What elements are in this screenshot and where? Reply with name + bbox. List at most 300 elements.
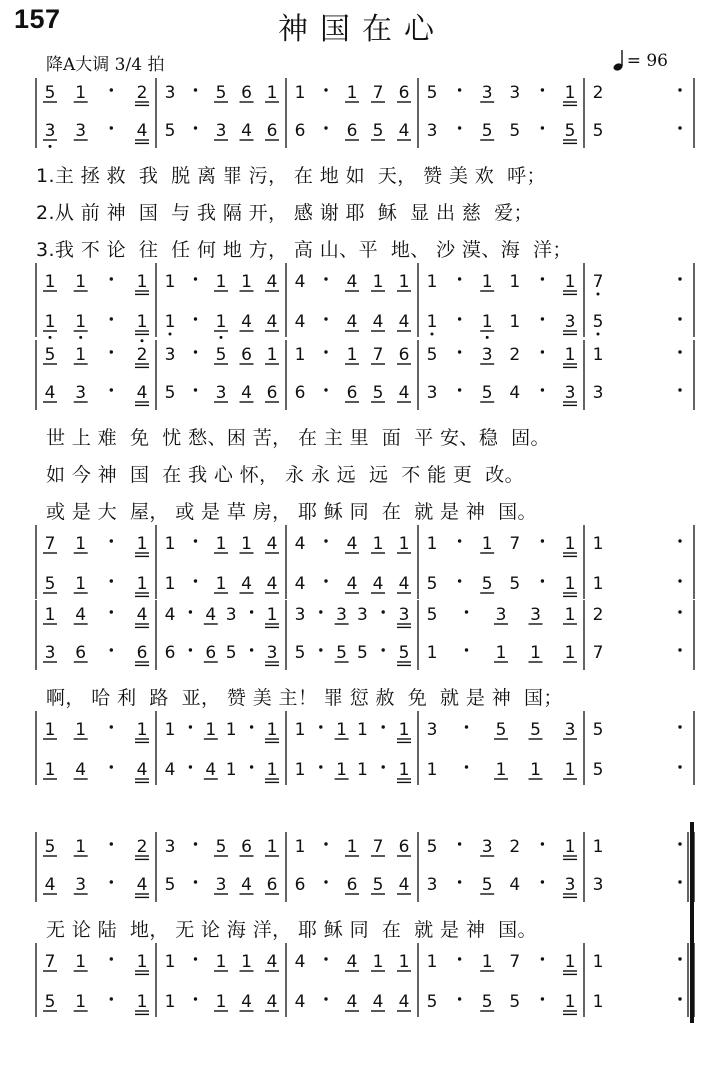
voice-part-2 — [43, 383, 682, 405]
note-digit: 3 — [266, 643, 278, 663]
augmentation-dot — [194, 539, 197, 542]
note-digit: 4 — [241, 992, 252, 1012]
note-digit: 3 — [336, 605, 348, 625]
note-digit: 3 — [592, 383, 604, 403]
note-digit: 4 — [266, 272, 278, 292]
augmentation-dot — [194, 88, 197, 91]
voice-part-1 — [43, 345, 682, 367]
augmentation-dot — [324, 579, 327, 582]
note-digit: 5 — [164, 875, 176, 895]
note-digit: 5 — [164, 121, 176, 141]
note-digit: 2 — [509, 345, 521, 365]
note-digit: 5 — [481, 383, 493, 403]
augmentation-dot — [110, 539, 113, 542]
note-digit: 4 — [346, 312, 358, 332]
note-digit: 1 — [372, 952, 384, 972]
note-digit: 1 — [164, 720, 176, 740]
note-digit: 1 — [592, 574, 604, 594]
lyric-line — [36, 228, 694, 268]
note-digit: 3 — [564, 312, 576, 332]
note-digit: 6 — [266, 121, 278, 141]
note-digit: 1 — [215, 534, 227, 554]
note-digit: 1 — [44, 312, 56, 332]
note-digit: 6 — [346, 875, 358, 895]
note-digit: 1 — [266, 605, 278, 625]
augmentation-dot — [319, 648, 322, 651]
note-digit: 3 — [44, 121, 56, 141]
note-digit: 4 — [241, 875, 252, 895]
voice-part-3 — [43, 720, 682, 742]
note-digit: 5 — [592, 720, 604, 740]
note-digit: 1 — [495, 760, 507, 780]
hymn-number: 157 — [14, 4, 61, 34]
note-digit: 5 — [398, 643, 410, 663]
augmentation-dot — [541, 579, 544, 582]
note-digit: 4 — [346, 272, 358, 292]
note-digit: 7 — [372, 837, 384, 857]
note-digit: 5 — [426, 345, 438, 365]
note-digit: 1 — [266, 83, 278, 103]
note-digit: 5 — [372, 383, 384, 403]
note-digit: 1 — [356, 720, 368, 740]
note-digit: 1 — [75, 952, 87, 972]
note-digit: 4 — [136, 605, 148, 625]
note-digit: 1 — [75, 312, 87, 332]
note-digit: 5 — [44, 837, 56, 857]
augmentation-dot — [189, 765, 192, 768]
note-digit: 6 — [241, 83, 252, 103]
note-digit: 1 — [75, 534, 87, 554]
note-digit: 3 — [164, 83, 176, 103]
note-digit: 5 — [426, 605, 438, 625]
note-digit: 4 — [398, 875, 410, 895]
note-digit: 3 — [164, 837, 176, 857]
note-digit: 3 — [215, 875, 227, 895]
note-digit: 4 — [372, 312, 384, 332]
lyric-line — [36, 416, 694, 456]
augmentation-dot — [110, 88, 113, 91]
note-digit: 4 — [44, 875, 56, 895]
note-digit: 2 — [136, 837, 148, 857]
note-digit: 1 — [294, 837, 306, 857]
note-digit: 1 — [509, 312, 521, 332]
voice-part-1 — [43, 83, 682, 105]
quarter-note-icon — [613, 49, 625, 71]
note-digit: 4 — [241, 121, 252, 141]
lyric-text: 3.我 不 论 往 任 何 地 方， 高 山、平 地、 沙 漠、海 洋； — [36, 238, 572, 261]
augmentation-dot — [319, 765, 322, 768]
note-digit: 1 — [426, 272, 438, 292]
note-digit: 1 — [495, 643, 507, 663]
note-digit: 6 — [164, 643, 176, 663]
augmentation-dot — [458, 388, 461, 391]
note-digit: 3 — [75, 383, 87, 403]
low-octave-dot — [431, 333, 434, 336]
note-digit: 5 — [481, 875, 493, 895]
augmentation-dot — [541, 88, 544, 91]
augmentation-dot — [678, 842, 681, 845]
low-octave-dot — [49, 336, 52, 339]
note-digit: 4 — [398, 121, 410, 141]
augmentation-dot — [324, 880, 327, 883]
augmentation-dot — [194, 388, 197, 391]
note-digit: 6 — [346, 121, 358, 141]
note-digit: 4 — [398, 312, 410, 332]
note-digit: 1 — [136, 952, 148, 972]
note-digit: 7 — [592, 643, 604, 663]
note-digit: 1 — [426, 760, 438, 780]
note-digit: 7 — [372, 345, 384, 365]
note-digit: 5 — [509, 574, 521, 594]
note-digit: 3 — [481, 83, 493, 103]
note-digit: 5 — [426, 83, 438, 103]
note-digit: 3 — [44, 643, 56, 663]
note-digit: 1 — [266, 720, 278, 740]
note-digit: 4 — [372, 574, 384, 594]
augmentation-dot — [194, 957, 197, 960]
note-digit: 5 — [164, 383, 176, 403]
note-digit: 1 — [481, 534, 493, 554]
augmentation-dot — [678, 317, 681, 320]
note-digit: 4 — [164, 605, 176, 625]
augmentation-dot — [194, 317, 197, 320]
note-digit: 3 — [225, 605, 237, 625]
voice-part-3 — [43, 272, 682, 296]
note-digit: 6 — [294, 121, 306, 141]
note-digit: 1 — [564, 643, 576, 663]
note-digit: 5 — [530, 720, 541, 740]
note-digit: 2 — [136, 83, 148, 103]
note-digit: 3 — [481, 837, 493, 857]
augmentation-dot — [324, 88, 327, 91]
voice-part-2 — [43, 875, 682, 897]
note-digit: 1 — [241, 534, 252, 554]
augmentation-dot — [110, 765, 113, 768]
note-digit: 4 — [294, 272, 306, 292]
augmentation-dot — [110, 957, 113, 960]
note-digit: 1 — [75, 992, 87, 1012]
lyric-text: 1.主 拯 救 我 脱 离 罪 污， 在 地 如 天， 赞 美 欢 呼； — [36, 164, 546, 187]
note-digit: 5 — [44, 992, 56, 1012]
augmentation-dot — [110, 997, 113, 1000]
augmentation-dot — [678, 725, 681, 728]
note-digit: 2 — [509, 837, 521, 857]
augmentation-dot — [541, 388, 544, 391]
note-digit: 3 — [426, 383, 438, 403]
augmentation-dot — [678, 388, 681, 391]
augmentation-dot — [541, 126, 544, 129]
augmentation-dot — [541, 997, 544, 1000]
note-digit: 1 — [530, 760, 541, 780]
augmentation-dot — [458, 957, 461, 960]
note-digit: 1 — [136, 720, 148, 740]
augmentation-dot — [678, 648, 681, 651]
note-digit: 1 — [564, 952, 576, 972]
note-digit: 4 — [241, 312, 252, 332]
note-digit: 4 — [266, 992, 278, 1012]
note-digit: 3 — [215, 383, 227, 403]
note-digit: 3 — [75, 121, 87, 141]
note-digit: 3 — [164, 345, 176, 365]
note-digit: 5 — [481, 121, 493, 141]
note-digit: 1 — [266, 760, 278, 780]
note-digit: 5 — [44, 83, 56, 103]
note-digit: 1 — [372, 534, 384, 554]
note-digit: 1 — [75, 345, 87, 365]
augmentation-dot — [458, 88, 461, 91]
low-octave-dot — [49, 145, 52, 148]
note-digit: 7 — [44, 952, 56, 972]
augmentation-dot — [678, 579, 681, 582]
augmentation-dot — [189, 648, 192, 651]
augmentation-dot — [382, 725, 385, 728]
note-digit: 1 — [225, 760, 237, 780]
note-digit: 4 — [346, 952, 358, 972]
note-digit: 1 — [164, 272, 176, 292]
note-digit: 2 — [136, 345, 148, 365]
note-digit: 4 — [346, 574, 358, 594]
lyric-line — [36, 191, 694, 231]
note-digit: 5 — [372, 121, 384, 141]
augmentation-dot — [319, 610, 322, 613]
note-digit: 1 — [215, 952, 227, 972]
augmentation-dot — [194, 842, 197, 845]
augmentation-dot — [324, 277, 327, 280]
note-digit: 1 — [564, 760, 576, 780]
note-digit: 1 — [336, 760, 348, 780]
augmentation-dot — [194, 880, 197, 883]
note-digit: 3 — [294, 605, 306, 625]
note-digit: 5 — [372, 875, 384, 895]
augmentation-dot — [250, 648, 253, 651]
note-digit: 4 — [294, 992, 306, 1012]
low-octave-dot — [597, 293, 600, 296]
note-digit: 5 — [564, 121, 576, 141]
note-digit: 1 — [564, 83, 576, 103]
augmentation-dot — [458, 539, 461, 542]
note-digit: 3 — [398, 605, 410, 625]
note-digit: 1 — [164, 992, 176, 1012]
note-digit: 6 — [241, 837, 252, 857]
note-digit: 6 — [241, 345, 252, 365]
note-digit: 4 — [509, 875, 521, 895]
augmentation-dot — [541, 957, 544, 960]
note-digit: 4 — [509, 383, 521, 403]
augmentation-dot — [458, 277, 461, 280]
note-digit: 4 — [136, 760, 148, 780]
note-digit: 1 — [136, 574, 148, 594]
note-digit: 6 — [75, 643, 87, 663]
note-digit: 5 — [215, 837, 227, 857]
note-digit: 1 — [136, 534, 148, 554]
note-digit: 5 — [426, 837, 438, 857]
note-digit: 5 — [215, 83, 227, 103]
note-digit: 1 — [294, 345, 306, 365]
note-digit: 1 — [426, 534, 438, 554]
note-digit: 5 — [44, 345, 56, 365]
note-digit: 1 — [481, 272, 493, 292]
note-digit: 1 — [592, 345, 604, 365]
note-digit: 5 — [509, 121, 521, 141]
voice-part-2 — [43, 121, 682, 148]
note-digit: 6 — [266, 383, 278, 403]
note-digit: 1 — [44, 605, 56, 625]
low-octave-dot — [169, 333, 172, 336]
augmentation-dot — [678, 957, 681, 960]
note-digit: 5 — [509, 992, 521, 1012]
system-staff — [36, 832, 694, 1087]
note-digit: 1 — [294, 83, 306, 103]
augmentation-dot — [189, 725, 192, 728]
note-digit: 1 — [75, 272, 87, 292]
note-digit: 4 — [398, 574, 410, 594]
augmentation-dot — [678, 610, 681, 613]
note-digit: 1 — [215, 272, 227, 292]
note-digit: 1 — [426, 952, 438, 972]
system-staff — [36, 600, 694, 855]
augmentation-dot — [194, 126, 197, 129]
note-digit: 6 — [398, 345, 410, 365]
note-digit: 6 — [398, 837, 410, 857]
note-digit: 6 — [294, 875, 306, 895]
note-digit: 1 — [398, 534, 410, 554]
note-digit: 3 — [592, 875, 604, 895]
note-digit: 4 — [346, 992, 358, 1012]
note-digit: 3 — [426, 875, 438, 895]
low-octave-dot — [597, 333, 600, 336]
note-digit: 1 — [294, 760, 306, 780]
note-digit: 1 — [426, 312, 438, 332]
note-digit: 1 — [205, 720, 217, 740]
note-digit: 5 — [356, 643, 368, 663]
note-digit: 1 — [564, 837, 576, 857]
lyric-text: 世 上 难 免 忧 愁、困 苦， 在 主 里 面 平 安、稳 固。 — [46, 426, 550, 449]
note-digit: 4 — [266, 574, 278, 594]
note-digit: 1 — [564, 345, 576, 365]
note-digit: 4 — [75, 605, 87, 625]
lyric-text: 如 今 神 国 在 我 心 怀， 永 永 远 远 不 能 更 改。 — [46, 463, 524, 486]
note-digit: 2 — [592, 83, 604, 103]
note-digit: 1 — [241, 952, 252, 972]
low-octave-dot — [220, 336, 223, 339]
note-digit: 5 — [336, 643, 348, 663]
note-digit: 1 — [164, 574, 176, 594]
voice-part-1 — [43, 837, 682, 859]
note-digit: 7 — [592, 272, 604, 292]
voice-part-4 — [43, 992, 682, 1014]
augmentation-dot — [324, 126, 327, 129]
note-digit: 4 — [294, 574, 306, 594]
note-digit: 1 — [164, 534, 176, 554]
note-digit: 5 — [592, 121, 604, 141]
note-digit: 4 — [294, 534, 306, 554]
note-digit: 3 — [530, 605, 541, 625]
note-digit: 1 — [136, 272, 148, 292]
note-digit: 1 — [398, 720, 410, 740]
note-digit: 4 — [44, 383, 56, 403]
voice-part-3 — [43, 952, 682, 974]
augmentation-dot — [110, 317, 113, 320]
note-digit: 1 — [225, 720, 237, 740]
note-digit: 1 — [592, 952, 604, 972]
note-digit: 1 — [241, 272, 252, 292]
note-digit: 4 — [205, 605, 217, 625]
augmentation-dot — [458, 880, 461, 883]
note-digit: 1 — [564, 992, 576, 1012]
note-digit: 1 — [398, 272, 410, 292]
augmentation-dot — [465, 610, 468, 613]
note-digit: 1 — [346, 83, 358, 103]
note-digit: 4 — [136, 121, 148, 141]
tempo-marking — [613, 49, 668, 71]
note-digit: 5 — [44, 574, 56, 594]
note-digit: 4 — [346, 534, 358, 554]
low-octave-dot — [79, 336, 82, 339]
augmentation-dot — [458, 842, 461, 845]
note-digit: 3 — [564, 383, 576, 403]
note-digit: 1 — [215, 992, 227, 1012]
augmentation-dot — [324, 957, 327, 960]
note-digit: 4 — [205, 760, 217, 780]
augmentation-dot — [110, 610, 113, 613]
augmentation-dot — [110, 388, 113, 391]
note-digit: 5 — [592, 760, 604, 780]
augmentation-dot — [189, 610, 192, 613]
note-digit: 1 — [136, 992, 148, 1012]
note-digit: 6 — [398, 83, 410, 103]
lyric-line — [36, 453, 694, 493]
augmentation-dot — [678, 350, 681, 353]
augmentation-dot — [541, 539, 544, 542]
augmentation-dot — [541, 350, 544, 353]
note-digit: 1 — [346, 345, 358, 365]
note-digit: 3 — [495, 605, 507, 625]
augmentation-dot — [194, 277, 197, 280]
augmentation-dot — [382, 765, 385, 768]
note-digit: 4 — [294, 312, 306, 332]
note-digit: 4 — [266, 952, 278, 972]
note-digit: 3 — [426, 720, 438, 740]
note-digit: 4 — [266, 534, 278, 554]
augmentation-dot — [110, 880, 113, 883]
note-digit: 4 — [241, 383, 252, 403]
note-digit: 1 — [215, 312, 227, 332]
note-digit: 1 — [266, 345, 278, 365]
note-digit: 4 — [398, 992, 410, 1012]
augmentation-dot — [465, 765, 468, 768]
note-digit: 1 — [215, 574, 227, 594]
augmentation-dot — [194, 579, 197, 582]
augmentation-dot — [324, 997, 327, 1000]
note-digit: 3 — [564, 875, 576, 895]
note-digit: 5 — [592, 312, 604, 332]
note-digit: 1 — [592, 992, 604, 1012]
note-digit: 6 — [205, 643, 217, 663]
augmentation-dot — [324, 388, 327, 391]
lyric-text: 无 论 陆 地， 无 论 海 洋， 耶 稣 同 在 就 是 神 国。 — [46, 918, 537, 941]
augmentation-dot — [541, 277, 544, 280]
note-digit: 3 — [564, 720, 576, 740]
lyric-text: 2.从 前 神 国 与 我 隔 开， 感 谢 耶 稣 显 出 慈 爱； — [36, 201, 533, 224]
note-digit: 1 — [356, 760, 368, 780]
low-octave-dot — [486, 336, 489, 339]
augmentation-dot — [110, 648, 113, 651]
note-digit: 4 — [164, 760, 176, 780]
augmentation-dot — [110, 842, 113, 845]
augmentation-dot — [678, 880, 681, 883]
note-digit: 1 — [44, 272, 56, 292]
augmentation-dot — [324, 539, 327, 542]
